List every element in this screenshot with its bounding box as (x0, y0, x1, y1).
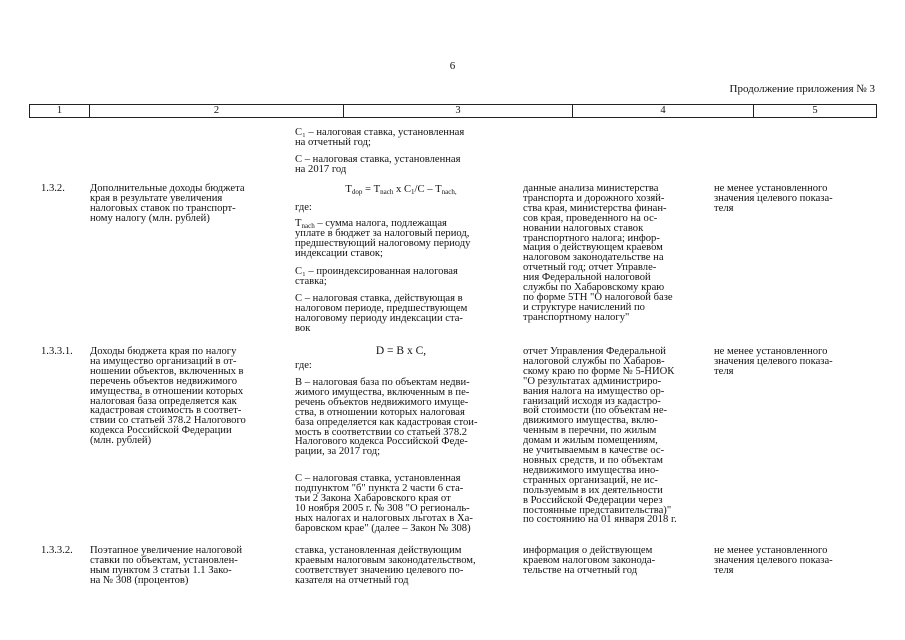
formula: D = B x С, (375, 345, 427, 357)
target-value: не менее установленного значения целевого показа- теля (714, 183, 833, 214)
header-col-2: 2 (90, 105, 344, 117)
data-source: информация о действующем краевом налоговом законода- тельстве на отчетный год (523, 545, 656, 576)
row-number: 1.3.2. (41, 183, 65, 194)
table-header-row (29, 104, 877, 118)
where-label: где: (295, 202, 312, 213)
data-source: отчет Управления Федеральной налоговой службы по Хабаров- скому краю по форме № 5-НИОК "О результатах администриро- вания налога на имущество ор- ганизаций исходя из кадастро- вой стоимости (по объектам не- движимого имущества, вклю- ченным в перечни, по жилым домам и жилым помещениям, не учитываемым в качестве ос- новных средств, и по объектам недвижимого имущества ино- странных организаций, не ис- пользуемым в их деятельности в Российской Федерации через постоянные представительства)" по состоянию на 01 января 2018 г. (523, 346, 677, 526)
continuation-note: Продолжение приложения № 3 (729, 83, 875, 95)
symbol: Т (295, 218, 302, 229)
indicator-name: Доходы бюджета края по налогу на имущество организаций в от- ношении объектов, включенных в перечень объектов недвижимого имущества, в отношении которых налоговая база определяется как кадастровая стоимость в соответ- ствии со статьей 378.2 Налогового кодекса Российской Федерации (млн. рублей) (90, 346, 246, 447)
header-col-4: 4 (573, 105, 754, 117)
continuation-text-c: С – налоговая ставка, установленная на 2017 год (295, 154, 461, 175)
target-value: не менее установленного значения целевого показа- теля (714, 346, 833, 377)
formula: $Т_{dop} = Т_{nach}$ x $С_1/С - Т_{nach,}$ (345, 184, 457, 196)
indicator-name: Поэтапное увеличение налоговой ставки по объектам, установлен- ным пунктом 3 статьи 1.1 Зако- на № 308 (процентов) (90, 545, 242, 586)
header-col-5: 5 (812, 105, 818, 116)
definition-1: $Т_{nach}$ – сумма налога, подлежащая уплате в бюджет за налоговый период, предшествующий налоговому периоду индексации ставок; (295, 218, 471, 259)
definition-3: С – налоговая ставка, действующая в налоговом периоде, предшествующем налоговому периоду индексации ста- вок (295, 293, 468, 334)
definition-text: – сумма налога, подлежащая уплате в бюджет за налоговый период, предшествующий налоговому периоду индексации ставок; (295, 218, 471, 259)
definition-2: С – налоговая ставка, установленная подпунктом "б" пункта 2 части 6 ста- тьи 2 Закона Хабаровского края от 10 ноября 2005 г. № 308 "О региональ- ных налогах и налоговых льготах в Ха- баровском крае" (далее – Закон № 308) (295, 473, 473, 534)
indicator-name: Дополнительные доходы бюджета края в результате увеличения налоговых ставок по транспорт- ному налогу (млн. рублей) (90, 183, 245, 224)
target-value: не менее установленного значения целевого показа- теля (714, 545, 833, 576)
header-col-1: 1 (30, 105, 90, 117)
where-label: где: (295, 360, 312, 371)
definition-2: С₁ – проиндексированная налоговая ставка; (295, 266, 458, 287)
formula-text: ставка, установленная действующим краевым налоговым законодательством, соответствует значению целевого по- казателя на отчетный год (295, 545, 476, 586)
header-col-3: 3 (344, 105, 573, 117)
row-number: 1.3.3.1. (41, 346, 73, 357)
continuation-text-c1: С₁ – налоговая ставка, установленная на отчетный год; (295, 127, 465, 148)
page-number: 6 (449, 60, 456, 72)
definition-1: В – налоговая база по объектам недви- жимого имущества, включенным в пе- речень объектов недвижимого имуще- ства, в отношении которых налоговая база определяется как кадастровая стои- мость в соответствии со статьей 378.2 Налогового кодекса Российской Феде- рации, за 2017 год; (295, 377, 478, 458)
row-number: 1.3.3.2. (41, 545, 73, 556)
data-source: данные анализа министерства транспорта и дорожного хозяй- ства края, министерства финан- сов края, проведенного на ос- новании налоговых ставок транспортного налога; инфор- мация о действующем краевом налоговом законодательстве на отчетный год; отчет Управле- ния Федеральной налоговой службы по Хабаровскому краю по форме 5ТН "О налоговой базе и структуре начислений по транспортному налогу" (523, 183, 673, 323)
